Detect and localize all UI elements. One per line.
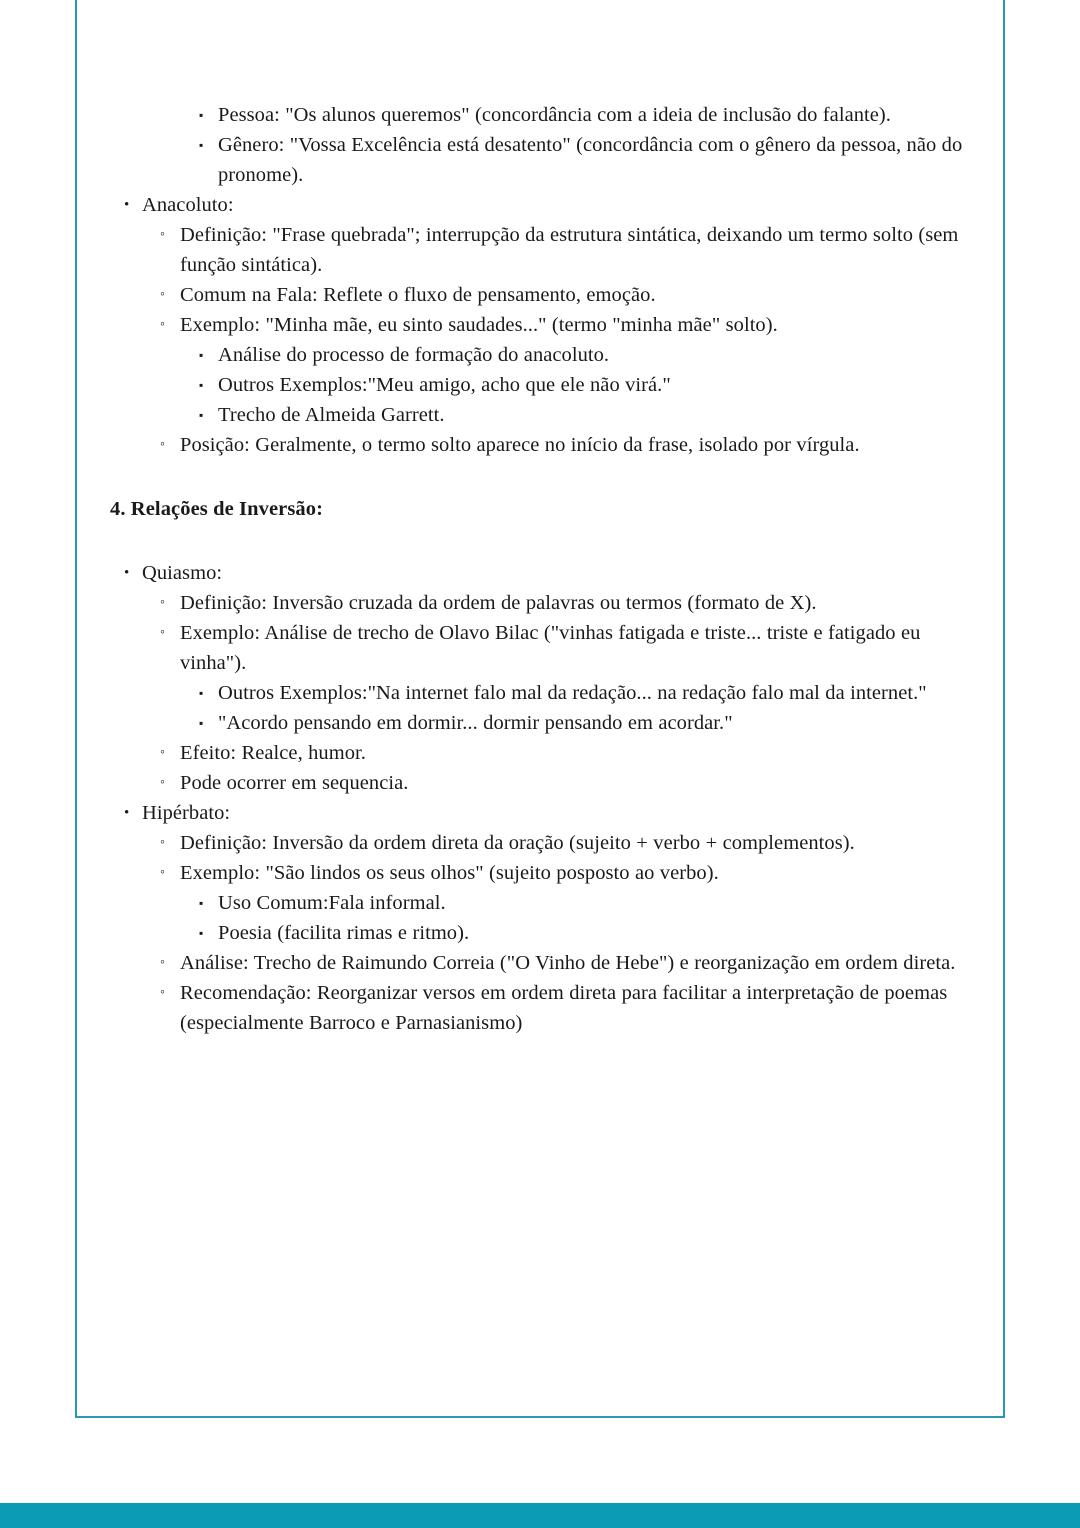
- list-item: [110, 100, 978, 130]
- list-item-text: Hipérbato:: [142, 802, 231, 824]
- list-item-text: Exemplo: Análise de trecho de Olavo Bilac ("vinhas fatigada e triste... triste e fatigado eu vinha").: [180, 622, 921, 674]
- list-item-text: Trecho de Almeida Garrett.: [218, 404, 445, 426]
- footer-accent-bar: [0, 1503, 1080, 1528]
- list-item: [110, 798, 978, 828]
- bullet-square-icon: ▪: [199, 348, 204, 362]
- list-item: [110, 280, 978, 310]
- bullet-circle-icon: ◦: [160, 865, 166, 880]
- list-item-text: Definição: Inversão da ordem direta da oração (sujeito + verbo + complementos).: [180, 832, 855, 854]
- list-item-text: Exemplo: "São lindos os seus olhos" (sujeito posposto ao verbo).: [180, 862, 719, 884]
- list-item-text: Definição: "Frase quebrada"; interrupção da estrutura sintática, deixando um termo solto (sem função sintática).: [180, 224, 959, 276]
- list-item-text: Efeito: Realce, humor.: [180, 742, 366, 764]
- list-item: [110, 370, 978, 400]
- bullet-square-icon: ▪: [199, 378, 204, 392]
- list-item: [110, 340, 978, 370]
- bullet-circle-icon: ◦: [160, 595, 166, 610]
- list-item: [110, 130, 978, 190]
- bullet-circle-icon: ◦: [160, 287, 166, 302]
- bullet-square-icon: ▪: [199, 108, 204, 122]
- list-item-text: Comum na Fala: Reflete o fluxo de pensamento, emoção.: [180, 284, 656, 306]
- list-item-text: Outros Exemplos:"Meu amigo, acho que ele não virá.": [218, 374, 671, 396]
- bullet-circle-icon: ◦: [160, 955, 166, 970]
- list-item: [110, 888, 978, 918]
- list-item-text: Quiasmo:: [142, 562, 223, 584]
- list-item-text: Análise: Trecho de Raimundo Correia ("O Vinho de Hebe") e reorganização em ordem direta.: [180, 952, 956, 974]
- bullet-circle-icon: ◦: [160, 745, 166, 760]
- list-item: [110, 190, 978, 220]
- list-item: [110, 738, 978, 768]
- list-item-text: Pode ocorrer em sequencia.: [180, 772, 409, 794]
- bullet-circle-icon: ◦: [160, 775, 166, 790]
- list-item-text: Gênero: "Vossa Excelência está desatento" (concordância com o gênero da pessoa, não do pronome).: [218, 134, 963, 186]
- list-item: [110, 918, 978, 948]
- bullet-circle-icon: ◦: [160, 985, 166, 1000]
- list-item-text: Exemplo: "Minha mãe, eu sinto saudades..." (termo "minha mãe" solto).: [180, 314, 778, 336]
- bullet-square-icon: ▪: [199, 716, 204, 730]
- list-item-text: Poesia (facilita rimas e ritmo).: [218, 922, 470, 944]
- list-item-text: "Acordo pensando em dormir... dormir pensando em acordar.": [218, 712, 733, 734]
- bullet-disc-icon: •: [124, 565, 130, 581]
- list-item: [110, 588, 978, 618]
- bullet-circle-icon: ◦: [160, 835, 166, 850]
- list-item-text: Posição: Geralmente, o termo solto aparece no início da frase, isolado por vírgula.: [180, 434, 860, 456]
- list-item-text: Recomendação: Reorganizar versos em ordem direta para facilitar a interpretação de poemas (especialmente Barroco e Parnasianismo): [180, 982, 948, 1034]
- bullet-square-icon: ▪: [199, 926, 204, 940]
- list-item-text: Pessoa: "Os alunos queremos" (concordância com a ideia de inclusão do falante).: [218, 104, 891, 126]
- bullet-square-icon: ▪: [199, 896, 204, 910]
- list-item: [110, 558, 978, 588]
- list-item: [110, 828, 978, 858]
- list-item-text: Definição: Inversão cruzada da ordem de palavras ou termos (formato de X).: [180, 592, 817, 614]
- bullet-circle-icon: ◦: [160, 625, 166, 640]
- bullet-circle-icon: ◦: [160, 227, 166, 242]
- list-item-text: Anacoluto:: [142, 194, 234, 216]
- list-item: [110, 858, 978, 888]
- bullet-square-icon: ▪: [199, 686, 204, 700]
- list-item: [110, 220, 978, 280]
- list-item: [110, 708, 978, 738]
- bullet-square-icon: ▪: [199, 408, 204, 422]
- list-item: [110, 430, 978, 460]
- list-item-text: Uso Comum:Fala informal.: [218, 892, 446, 914]
- list-item: [110, 310, 978, 340]
- bullet-disc-icon: •: [124, 197, 130, 213]
- list-item-text: Outros Exemplos:"Na internet falo mal da redação... na redação falo mal da internet.": [218, 682, 927, 704]
- list-item: [110, 618, 978, 678]
- list-item: [110, 948, 978, 978]
- section-heading: 4. Relações de Inversão:: [110, 498, 324, 520]
- list-item: [110, 768, 978, 798]
- document-body: [110, 100, 978, 1038]
- list-item: [110, 978, 978, 1038]
- bullet-circle-icon: ◦: [160, 317, 166, 332]
- list-item-text: Análise do processo de formação do anacoluto.: [218, 344, 610, 366]
- list-item: [110, 678, 978, 708]
- bullet-square-icon: ▪: [199, 138, 204, 152]
- bullet-disc-icon: •: [124, 805, 130, 821]
- list-item: [110, 400, 978, 430]
- bullet-circle-icon: ◦: [160, 437, 166, 452]
